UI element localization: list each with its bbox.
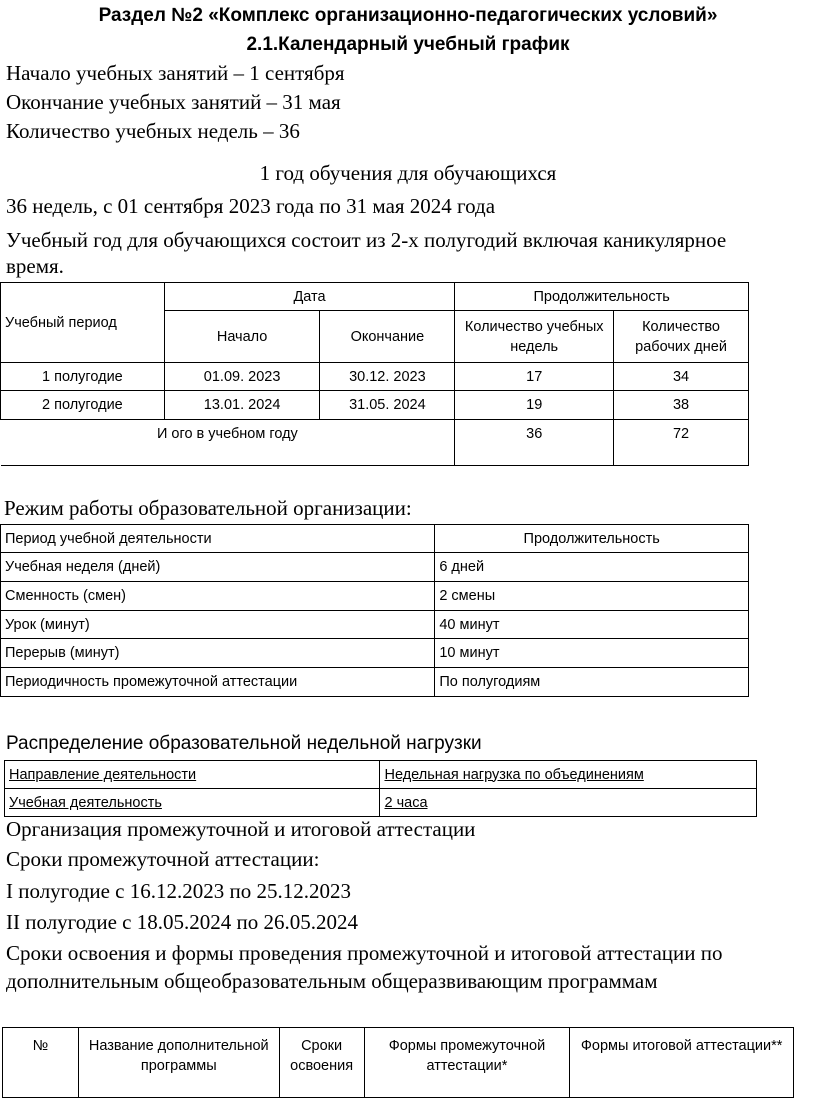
programs-table xyxy=(2,1027,794,1098)
mode-row-label: Периодичность промежуточной аттестации xyxy=(1,668,435,697)
mode-row-label: Перерыв (минут) xyxy=(1,639,435,668)
end-date-text: Окончание учебных занятий – 31 мая xyxy=(6,90,341,114)
study-year-text: 1 год обучения для обучающихся xyxy=(259,161,557,185)
load-title: Распределение образовательной недельной нагрузки xyxy=(6,733,482,754)
mode-header-left: Период учебной деятельности xyxy=(1,525,435,553)
mode-row-value: 6 дней xyxy=(435,553,749,582)
attestation-terms-text: Сроки промежуточной аттестации: xyxy=(6,847,320,871)
row1-start: 01.09. 2023 xyxy=(164,363,320,391)
row1-end: 30.12. 2023 xyxy=(320,363,455,391)
half1-text: I полугодие с 16.12.2023 по 25.12.2023 xyxy=(6,879,351,903)
row2-days: 38 xyxy=(614,391,749,420)
table-row xyxy=(1,582,749,611)
header-days: Количество рабочих дней xyxy=(614,311,749,363)
row1-period: 1 полугодие xyxy=(1,363,165,391)
forms-line1: Сроки освоения и формы проведения промежуточной и итоговой аттестации по xyxy=(6,941,723,965)
mode-title: Режим работы образовательной организации: xyxy=(4,496,412,520)
programs-header-final: Формы итоговой аттестации** xyxy=(570,1028,794,1098)
mode-row-value: По полугодиям xyxy=(435,668,749,697)
total-label: И ого в учебном году xyxy=(1,420,455,466)
table-row xyxy=(1,611,749,639)
header-period: Учебный период xyxy=(1,283,165,363)
table-row xyxy=(1,553,749,582)
mode-row-value: 2 смены xyxy=(435,582,749,611)
mode-row-label: Урок (минут) xyxy=(1,611,435,639)
row1-weeks: 17 xyxy=(455,363,614,391)
calendar-table xyxy=(0,282,749,466)
mode-header-right: Продолжительность xyxy=(435,525,749,553)
attestation-org-text: Организация промежуточной и итоговой аттестации xyxy=(6,817,476,841)
header-end: Окончание xyxy=(320,311,455,363)
weeks-count-text: Количество учебных недель – 36 xyxy=(6,119,300,143)
load-table xyxy=(4,760,757,817)
row2-end: 31.05. 2024 xyxy=(320,391,455,420)
half2-text: II полугодие с 18.05.2024 по 26.05.2024 xyxy=(6,910,358,934)
table-row-total xyxy=(1,420,749,466)
mode-row-value: 10 минут xyxy=(435,639,749,668)
header-start: Начало xyxy=(164,311,320,363)
year-structure-line2: время. xyxy=(6,254,64,278)
row2-start: 13.01. 2024 xyxy=(164,391,320,420)
table-row xyxy=(1,391,749,420)
total-weeks: 36 xyxy=(455,420,614,466)
mode-table xyxy=(0,524,749,697)
programs-header-terms: Сроки освоения xyxy=(279,1028,364,1098)
subsection-title: 2.1.Календарный учебный график xyxy=(246,34,570,55)
section-title: Раздел №2 «Комплекс организационно-педагогических условий» xyxy=(98,5,718,26)
row2-period: 2 полугодие xyxy=(1,391,165,420)
load-header-left: Направление деятельности xyxy=(5,761,380,789)
mode-row-label: Учебная неделя (дней) xyxy=(1,553,435,582)
header-duration: Продолжительность xyxy=(455,283,749,311)
start-date-text: Начало учебных занятий – 1 сентября xyxy=(6,61,345,85)
programs-header-num: № xyxy=(3,1028,79,1098)
table-row xyxy=(1,639,749,668)
row1-days: 34 xyxy=(614,363,749,391)
row2-weeks: 19 xyxy=(455,391,614,420)
header-date: Дата xyxy=(164,283,455,311)
load-row-right: 2 часа xyxy=(380,789,757,817)
table-row xyxy=(5,789,757,817)
programs-header-name: Название дополнительной программы xyxy=(78,1028,279,1098)
programs-header-interim: Формы промежуточной аттестации* xyxy=(364,1028,570,1098)
study-period-text: 36 недель, с 01 сентября 2023 года по 31 мая 2024 года xyxy=(6,194,496,218)
table-row xyxy=(1,668,749,697)
forms-line2: дополнительным общеобразовательным общеразвивающим программам xyxy=(6,969,658,993)
header-weeks: Количество учебных недель xyxy=(455,311,614,363)
mode-row-value: 40 минут xyxy=(435,611,749,639)
table-row xyxy=(1,363,749,391)
mode-row-label: Сменность (смен) xyxy=(1,582,435,611)
total-days: 72 xyxy=(614,420,749,466)
year-structure-line1: Учебный год для обучающихся состоит из 2-х полугодий включая каникулярное xyxy=(6,228,727,252)
load-header-right: Недельная нагрузка по объединениям xyxy=(380,761,757,789)
load-row-left: Учебная деятельность xyxy=(5,789,380,817)
